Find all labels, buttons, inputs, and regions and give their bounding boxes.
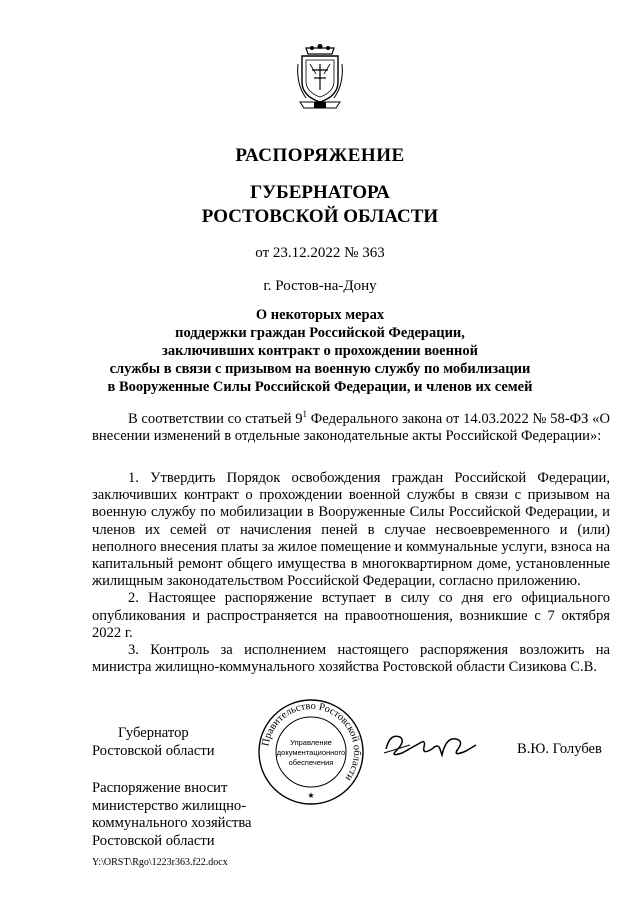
stamp-center-line: Управление <box>290 738 332 747</box>
signatory-name: В.Ю. Голубев <box>517 741 602 757</box>
preamble-text-part2: Федерального закона от 14.03.2022 № 58-ФЗ «О внесении изменений в отдельные законодательные акты Российской Федерации»: <box>92 410 610 445</box>
submitter-line: министерство жилищно- <box>92 797 247 814</box>
resolution-item: 3. Контроль за исполнением настоящего распоряжения возложить на министра жилищно-коммунального хозяйства Ростовской области Сизикова С.В. <box>92 642 610 676</box>
date-number-line: от 23.12.2022 № 363 <box>255 245 385 261</box>
submitter-block <box>92 780 252 850</box>
signatory-position <box>92 725 215 760</box>
handwritten-signature <box>380 727 480 763</box>
subject-line: службы в связи с призывом на военную службу по мобилизации <box>109 361 531 377</box>
stamp-star-icon: ★ <box>307 791 315 800</box>
issuer-title-line2: РОСТОВСКОЙ ОБЛАСТИ <box>201 206 439 227</box>
preamble-superscript: 1 <box>302 409 308 419</box>
city-line: г. Ростов-на-Дону <box>263 278 377 294</box>
stamp-center-line: обеспечения <box>288 758 334 767</box>
stamp-ring-text: Правительство Ростовской области <box>260 700 363 783</box>
signatory-position-line2: Ростовской области <box>92 742 215 759</box>
resolution-items <box>92 470 610 676</box>
subject-line: поддержки граждан Российской Федерации, <box>175 325 465 341</box>
file-path-footer: Y:\ORST\Rgo\1223r363.f22.docx <box>92 857 228 868</box>
subject-line: О некоторых мерах <box>255 307 385 323</box>
document-type-title: РАСПОРЯЖЕНИЕ <box>235 145 405 166</box>
submitter-line: коммунального хозяйства <box>92 815 252 831</box>
document-subject <box>0 306 640 396</box>
stamp-center-line: документационного <box>276 748 346 757</box>
preamble-text-part1: В соответствии со статьей 9 <box>128 410 303 427</box>
submitter-line: Ростовской области <box>92 832 215 849</box>
issuer-title-line1: ГУБЕРНАТОРА <box>250 182 390 203</box>
resolution-item: 2. Настоящее распоряжение вступает в силу со дня его официального опубликования и распространяется на правоотношения, возникшие с 7 октября 2022 г. <box>92 590 610 641</box>
subject-line: в Вооруженные Силы Российской Федерации, и членов их семей <box>107 379 533 395</box>
official-stamp <box>257 698 365 806</box>
submitter-line: Распоряжение вносит <box>92 780 228 796</box>
coat-of-arms-emblem <box>296 44 344 110</box>
resolution-item: 1. Утвердить Порядок освобождения граждан Российской Федерации, заключивших контракт о прохождении военной службы в связи с призывом на военную службу по мобилизации в Вооруженные Силы Российской Федерации, и членов их семей от начисления пеней в случае несвоевременного и (или) неполного внесения платы за жилое помещение и коммунальные услуги, взноса на капитальный ремонт общего имущества в многоквартирном доме, установленные жилищным законодательством Российской Федерации, согласно приложению. <box>92 470 610 590</box>
signatory-position-line1: Губернатор <box>118 725 189 741</box>
preamble-paragraph <box>92 406 610 445</box>
subject-line: заключивших контракт о прохождении военной <box>162 343 478 359</box>
